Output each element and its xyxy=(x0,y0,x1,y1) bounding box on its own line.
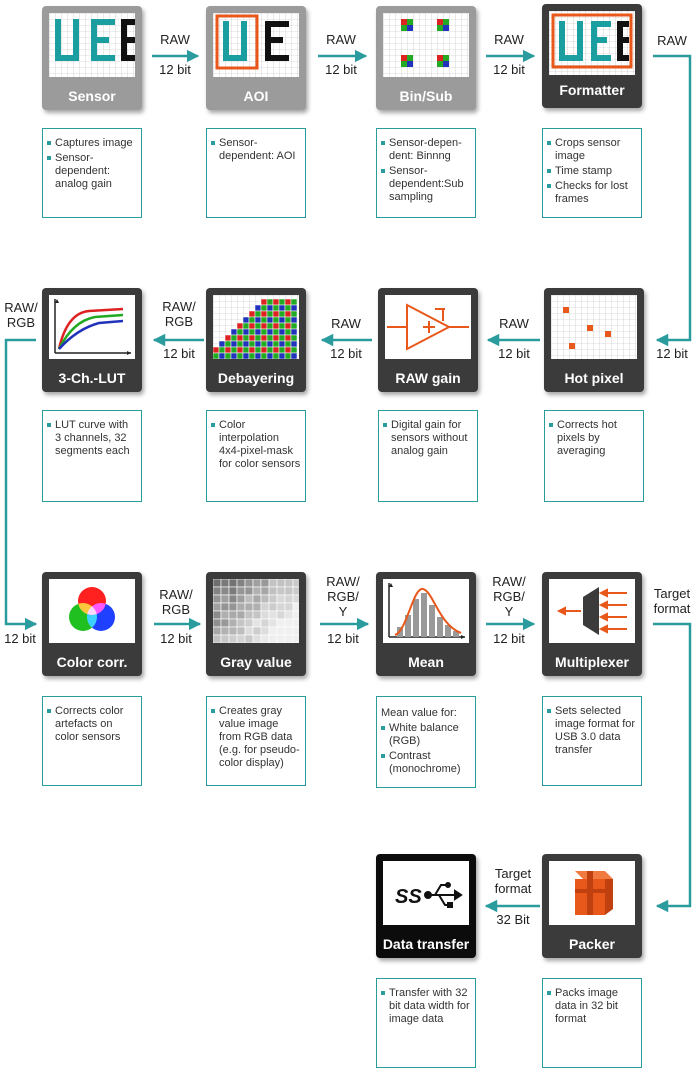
lut-description xyxy=(42,410,142,502)
list-item: Checks for lost frames xyxy=(547,180,637,206)
binsub-description xyxy=(376,128,476,218)
list-item: Packs image data in 32 bit format xyxy=(547,987,637,1026)
block-title: Color corr. xyxy=(56,654,128,670)
rawgain-description xyxy=(378,410,478,502)
arrow-formatter-hotpixel xyxy=(653,56,690,340)
grid-aoi-icon xyxy=(213,13,299,77)
label-colorcorr-in: 12 bit xyxy=(4,631,36,646)
aoi-description xyxy=(206,128,306,218)
label-hot-gain-top: RAW xyxy=(499,316,529,331)
formatter-description xyxy=(542,128,642,218)
list-item: Sensor-dependent: AOI xyxy=(211,137,301,163)
sensor-block xyxy=(42,6,142,110)
block-title: 3-Ch.-LUT xyxy=(58,370,126,386)
formatter-block xyxy=(542,4,642,108)
block-title: Formatter xyxy=(559,82,625,98)
block-title: Multiplexer xyxy=(555,654,629,670)
label-aoi-bin-bottom: 12 bit xyxy=(325,62,357,77)
list-item: Crops sensor image xyxy=(547,137,637,163)
colorcorr-block xyxy=(42,572,142,676)
list-item: Contrast (monochrome) xyxy=(381,750,471,776)
colorcorr-description xyxy=(42,696,142,786)
list-item: Color interpolation 4x4-pixel-mask for color sensors xyxy=(211,419,301,471)
list-item: Transfer with 32 bit data width for image data xyxy=(381,987,471,1026)
label-gray-mean-bottom: 12 bit xyxy=(327,631,359,646)
debayering-block xyxy=(206,288,306,392)
label-hotpixel-in: 12 bit xyxy=(656,346,688,361)
binsub-block xyxy=(376,6,476,110)
label-pack-dt-bottom: 32 Bit xyxy=(496,912,530,927)
arrow-lut-colorcorr xyxy=(6,340,36,624)
grid-crop-icon xyxy=(549,11,635,75)
bayer-grid-icon xyxy=(213,295,299,359)
multiplexer-icon xyxy=(549,579,635,643)
rawgain-block xyxy=(378,288,478,392)
datatransfer-block xyxy=(376,854,476,958)
block-title: AOI xyxy=(243,88,269,104)
list-item: Captures image xyxy=(47,137,137,150)
grid-bin-icon xyxy=(383,13,469,77)
list-item: Digital gain for sensors without analog gain xyxy=(383,419,473,458)
label-color-gray-bottom: 12 bit xyxy=(160,631,192,646)
label-deb-lut-top: RAW/ RGB xyxy=(162,299,196,329)
multiplexer-description xyxy=(542,696,642,786)
label-sensor-aoi-bottom: 12 bit xyxy=(159,62,191,77)
label-pack-dt-top: Target format xyxy=(494,866,532,896)
grayvalue-description xyxy=(206,696,306,786)
hotpixel-block xyxy=(544,288,644,392)
multiplexer-block xyxy=(542,572,642,676)
amplifier-icon xyxy=(385,295,471,359)
label-bin-fmt-top: RAW xyxy=(494,32,524,47)
list-item: White balance (RGB) xyxy=(381,722,471,748)
grayvalue-block xyxy=(206,572,306,676)
mean-block xyxy=(376,572,476,676)
packer-description xyxy=(542,978,642,1068)
mean-description xyxy=(376,696,476,788)
description-intro: Mean value for: xyxy=(381,707,457,719)
hotpixel-description xyxy=(544,410,644,502)
lut-block xyxy=(42,288,142,392)
debayering-description xyxy=(206,410,306,502)
label-formatter-out: RAW xyxy=(657,33,687,48)
block-title: Bin/Sub xyxy=(399,88,453,104)
block-title: Data transfer xyxy=(382,936,470,952)
packer-block xyxy=(542,854,642,958)
label-gray-mean-top: RAW/ RGB/ Y xyxy=(326,574,360,619)
grid-letters-icon xyxy=(49,13,135,77)
label-sensor-aoi-top: RAW xyxy=(160,32,190,47)
usb-ss-icon xyxy=(383,861,469,925)
label-bin-fmt-bottom: 12 bit xyxy=(493,62,525,77)
list-item: Corrects hot pixels by averaging xyxy=(549,419,639,458)
datatransfer-description xyxy=(376,978,476,1068)
rgb-circles-icon xyxy=(49,579,135,643)
block-title: RAW gain xyxy=(395,370,461,386)
label-color-gray-top: RAW/ RGB xyxy=(159,587,193,617)
label-hot-gain-bottom: 12 bit xyxy=(498,346,530,361)
list-item: LUT curve with 3 channels, 32 segments each xyxy=(47,419,137,458)
block-title: Sensor xyxy=(68,88,116,104)
list-item: Sensor-dependent:Sub sampling xyxy=(381,165,471,204)
list-item: Sensor-depen-dent: Binnng xyxy=(381,137,471,163)
list-item: Time stamp xyxy=(547,165,637,178)
label-gain-deb-top: RAW xyxy=(331,316,361,331)
block-title: Hot pixel xyxy=(564,370,624,386)
label-deb-lut-bottom: 12 bit xyxy=(163,346,195,361)
label-lut-out: RAW/ RGB xyxy=(4,300,38,330)
label-multiplexer-out: Target format xyxy=(653,586,691,616)
package-icon xyxy=(549,861,635,925)
aoi-block xyxy=(206,6,306,110)
hot-pixel-grid-icon xyxy=(551,295,637,359)
label-mean-mux-bottom: 12 bit xyxy=(493,631,525,646)
block-title: Debayering xyxy=(217,370,295,386)
list-item: Creates gray value image from RGB data (e.g. for pseudo-color display) xyxy=(211,705,301,770)
list-item: Sensor-dependent: analog gain xyxy=(47,152,137,191)
block-title: Mean xyxy=(408,654,444,670)
label-gain-deb-bottom: 12 bit xyxy=(330,346,362,361)
sensor-description xyxy=(42,128,142,218)
svg-text:SS: SS xyxy=(395,886,422,908)
gray-grid-icon xyxy=(213,579,299,643)
list-item: Sets selected image format for USB 3.0 data transfer xyxy=(547,705,637,757)
block-title: Packer xyxy=(569,936,615,952)
label-mean-mux-top: RAW/ RGB/ Y xyxy=(492,574,526,619)
block-title: Gray value xyxy=(220,654,292,670)
label-aoi-bin-top: RAW xyxy=(326,32,356,47)
list-item: Corrects color artefacts on color sensors xyxy=(47,705,137,744)
lut-curve-icon xyxy=(49,295,135,359)
histogram-icon xyxy=(383,579,469,643)
arrow-mux-packer xyxy=(653,624,690,906)
